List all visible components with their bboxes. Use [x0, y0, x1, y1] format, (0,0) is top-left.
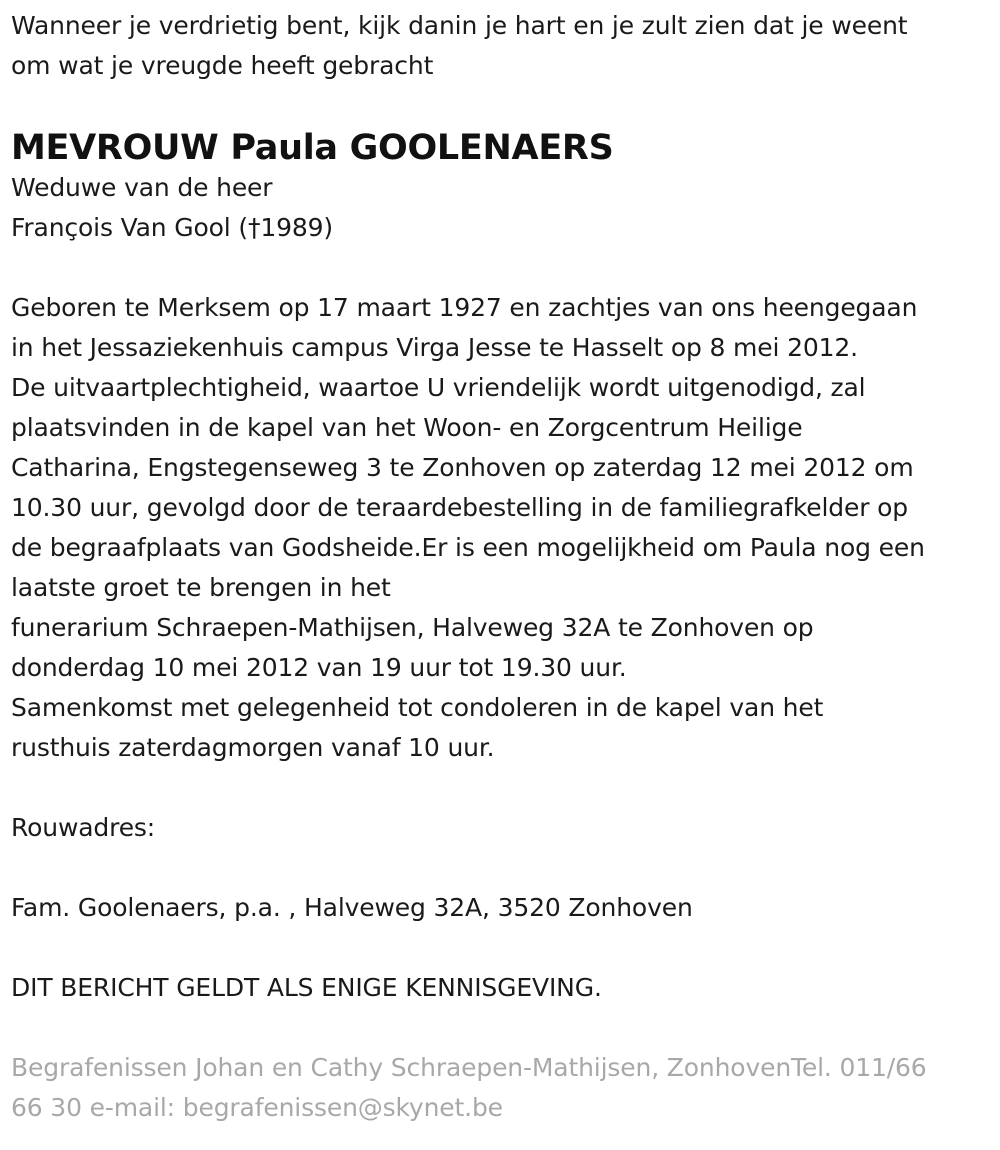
relation-line: Weduwe van de heer: [11, 173, 273, 202]
relation-line: François Van Gool (†1989): [11, 213, 333, 242]
announcement-line: Samenkomst met gelegenheid tot condoleren in de kapel van het: [11, 693, 824, 722]
spacer: [11, 928, 989, 968]
spacer: [11, 248, 989, 288]
deceased-name: MEVROUW Paula GOOLENAERS: [11, 128, 614, 168]
announcement-line: laatste groet te brengen in het: [11, 573, 391, 602]
announcement-line: plaatsvinden in de kapel van het Woon- en Zorgcentrum Heilige: [11, 413, 803, 442]
address-value: Fam. Goolenaers, p.a. , Halveweg 32A, 3520 Zonhoven: [11, 893, 693, 922]
spacer: [11, 768, 989, 808]
announcement-line: Geboren te Merksem op 17 maart 1927 en zachtjes van ons heengegaan: [11, 293, 918, 322]
announcement-line: funerarium Schraepen-Mathijsen, Halveweg 32A te Zonhoven op: [11, 613, 814, 642]
footer-line: Begrafenissen Johan en Cathy Schraepen-Mathijsen, ZonhovenTel. 011/66: [11, 1053, 927, 1082]
quote-block: [11, 6, 989, 86]
quote-line: Wanneer je verdrietig bent, kijk danin je hart en je zult zien dat je weent: [11, 11, 908, 40]
announcement-line: de begraafplaats van Godsheide.Er is een mogelijkheid om Paula nog een: [11, 533, 925, 562]
funeral-home-footer: [11, 1048, 989, 1128]
announcement-line: De uitvaartplechtigheid, waartoe U vriendelijk wordt uitgenodigd, zal: [11, 373, 866, 402]
announcement-line: in het Jessaziekenhuis campus Virga Jesse te Hasselt op 8 mei 2012.: [11, 333, 858, 362]
address-label: Rouwadres:: [11, 813, 156, 842]
spacer: [11, 1008, 989, 1048]
relation-block: [11, 168, 989, 248]
announcement-line: 10.30 uur, gevolgd door de teraardebestelling in de familiegrafkelder op: [11, 493, 909, 522]
announcement-line: rusthuis zaterdagmorgen vanaf 10 uur.: [11, 733, 495, 762]
quote-line: om wat je vreugde heeft gebracht: [11, 51, 434, 80]
announcement-block: [11, 288, 989, 768]
spacer: [11, 848, 989, 888]
footer-line: 66 30 e-mail: begrafenissen@skynet.be: [11, 1093, 503, 1122]
notice-text: DIT BERICHT GELDT ALS ENIGE KENNISGEVING.: [11, 973, 602, 1002]
announcement-line: donderdag 10 mei 2012 van 19 uur tot 19.30 uur.: [11, 653, 627, 682]
announcement-line: Catharina, Engstegenseweg 3 te Zonhoven op zaterdag 12 mei 2012 om: [11, 453, 914, 482]
